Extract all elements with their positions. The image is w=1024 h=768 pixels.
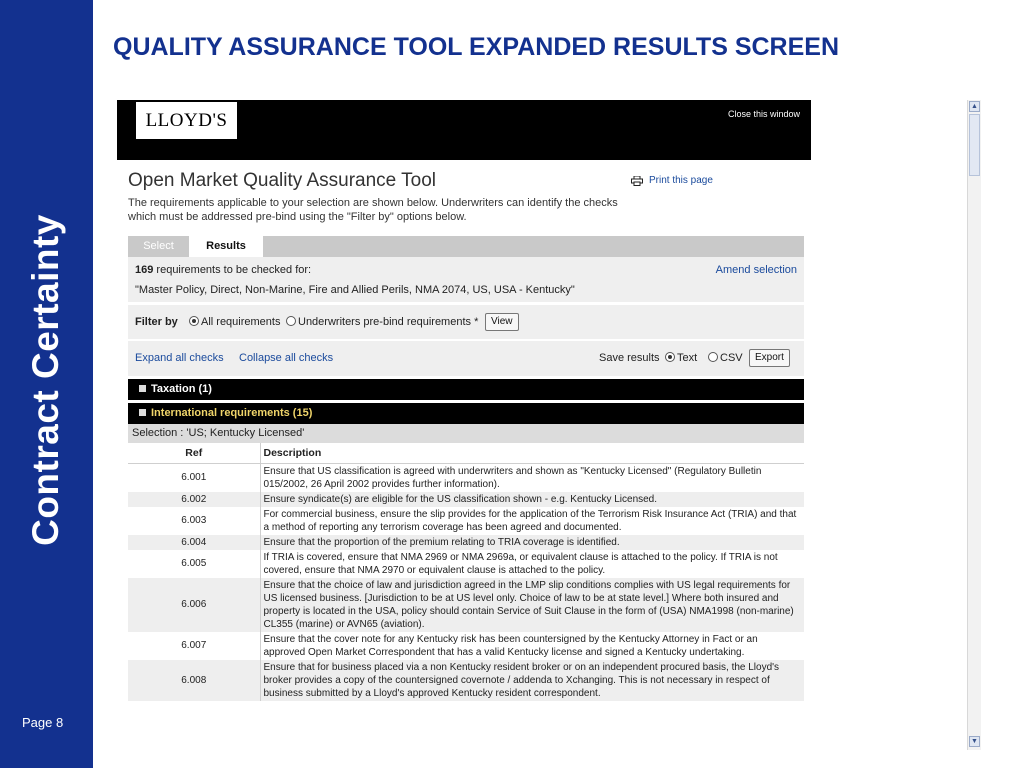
ref-cell: 6.004 <box>128 535 260 550</box>
ref-cell: 6.003 <box>128 507 260 535</box>
print-page-label[interactable]: Print this page <box>649 175 713 186</box>
requirements-table-body <box>128 463 804 701</box>
logo-text: LLOYD'S <box>145 109 228 131</box>
view-button[interactable]: View <box>485 313 519 331</box>
description-cell: Ensure that for business placed via a non Kentucky resident broker or on an independent procured basis, the Lloyd's broker provides a copy of the countersigned covernote / addenda to Xchanging. This is not necessary in respect of business submitted by a Lloyd's approved Kentucky resident correspondent. <box>260 660 804 701</box>
tool-title: Open Market Quality Assurance Tool <box>128 170 437 191</box>
save-text-label: Text <box>677 352 698 364</box>
selection-bar: Selection : 'US; Kentucky Licensed' <box>128 424 804 443</box>
close-window-link[interactable]: Close this window <box>727 109 800 119</box>
table-row <box>128 492 804 507</box>
intro-text: The requirements applicable to your selection are shown below. Underwriters can identify the checks which must be addressed pre-bind using the "Filter by" options below. <box>128 197 618 223</box>
description-cell: Ensure that US classification is agreed with underwriters and shown as "Kentucky Licensed" (Regulatory Bulletin 015/2002, 26 April 2002 provides further information). <box>260 463 804 492</box>
filter-all-option[interactable] <box>189 316 280 328</box>
vertical-scrollbar[interactable] <box>967 100 981 750</box>
printer-icon <box>631 176 643 186</box>
description-cell: For commercial business, ensure the slip provides for the application of the Terrorism Risk Insurance Act (TRIA) and that a method of reporting any terrorism coverage has been agreed and documented. <box>260 507 804 535</box>
save-text-option[interactable] <box>665 352 697 364</box>
collapse-box-icon <box>139 409 146 416</box>
filter-all-radio[interactable] <box>189 316 199 326</box>
ref-cell: 6.005 <box>128 550 260 578</box>
description-cell: If TRIA is covered, ensure that NMA 2969 or NMA 2969a, or equivalent clause is attached to the policy. If TRIA is not covered, ensure that NMA 2970 or equivalent clause is attached to the policy. <box>260 550 804 578</box>
ref-cell: 6.002 <box>128 492 260 507</box>
description-cell: Ensure syndicate(s) are eligible for the US classification shown - e.g. Kentucky Licensed. <box>260 492 804 507</box>
actions-panel <box>128 341 804 376</box>
ref-cell: 6.007 <box>128 632 260 660</box>
scroll-down-arrow-icon[interactable]: ▼ <box>969 736 980 747</box>
column-header-description: Description <box>260 443 804 463</box>
expand-all-checks-link[interactable]: Expand all checks <box>135 352 224 364</box>
table-header-row <box>128 443 804 463</box>
section-taxation[interactable] <box>128 379 804 400</box>
filter-prebind-label: Underwriters pre-bind requirements * <box>298 316 479 328</box>
tab-bar <box>128 236 804 257</box>
expand-box-icon <box>139 385 146 392</box>
tab-select[interactable]: Select <box>143 240 174 252</box>
table-row <box>128 550 804 578</box>
filter-all-label: All requirements <box>201 316 281 328</box>
ref-cell: 6.001 <box>128 463 260 492</box>
amend-selection-link[interactable]: Amend selection <box>715 264 797 276</box>
left-band <box>0 0 93 768</box>
table-row <box>128 463 804 492</box>
description-cell: Ensure that the choice of law and jurisdiction agreed in the LMP slip conditions complies with US legal requirements for US licensed business. [Jurisdiction to be at US level only. Choice of law to be at state level.] Where both insured and property is located in the USA, policy should contain Service of Suit Clause in the form of (USA) NMA1998 (non-marine) CL355 (marine) or AVN65 (aviation). <box>260 578 804 632</box>
table-row <box>128 578 804 632</box>
table-row <box>128 632 804 660</box>
filter-prebind-option[interactable] <box>286 316 478 328</box>
requirements-table <box>128 443 804 701</box>
summary-panel <box>128 257 804 302</box>
description-cell: Ensure that the proportion of the premium relating to TRIA coverage is identified. <box>260 535 804 550</box>
ref-cell: 6.006 <box>128 578 260 632</box>
save-csv-label: CSV <box>720 352 743 364</box>
section-international[interactable] <box>128 403 804 424</box>
browser-window <box>117 100 983 750</box>
scrollbar-thumb[interactable] <box>969 114 980 176</box>
requirements-count-line <box>135 264 311 276</box>
section-international-label: International requirements (15) <box>151 407 313 419</box>
lloyds-logo <box>136 102 237 139</box>
filter-panel <box>128 305 804 339</box>
column-header-ref: Ref <box>128 443 260 463</box>
filter-prebind-radio[interactable] <box>286 316 296 326</box>
print-page-link[interactable] <box>631 175 713 186</box>
description-cell: Ensure that the cover note for any Kentucky risk has been countersigned by the Kentucky Attorney in Fact or an approved Open Market Correspondent that has a valid Kentucky license and signed a Kentucky undertaking. <box>260 632 804 660</box>
lloyds-header <box>117 100 811 160</box>
ref-cell: 6.008 <box>128 660 260 701</box>
table-row <box>128 660 804 701</box>
save-csv-radio[interactable] <box>708 352 718 362</box>
scroll-up-arrow-icon[interactable]: ▲ <box>969 101 980 112</box>
page-number: Page 8 <box>22 715 64 730</box>
table-row <box>128 535 804 550</box>
side-title: Contract Certainty <box>25 214 66 546</box>
requirements-count-text: requirements to be checked for: <box>153 264 312 276</box>
table-row <box>128 507 804 535</box>
section-taxation-label: Taxation (1) <box>151 383 212 395</box>
save-csv-option[interactable] <box>708 352 743 364</box>
save-text-radio[interactable] <box>665 352 675 362</box>
requirements-count: 169 <box>135 264 154 276</box>
collapse-all-checks-link[interactable]: Collapse all checks <box>239 352 334 364</box>
save-results-label: Save results <box>599 352 660 364</box>
selection-summary: "Master Policy, Direct, Non-Marine, Fire and Allied Perils, NMA 2074, US, USA - Kentucky" <box>135 284 575 296</box>
tab-results[interactable]: Results <box>189 236 263 257</box>
export-button[interactable]: Export <box>749 349 790 367</box>
slide-title: QUALITY ASSURANCE TOOL EXPANDED RESULTS SCREEN <box>113 33 840 61</box>
filter-label: Filter by <box>135 316 178 328</box>
